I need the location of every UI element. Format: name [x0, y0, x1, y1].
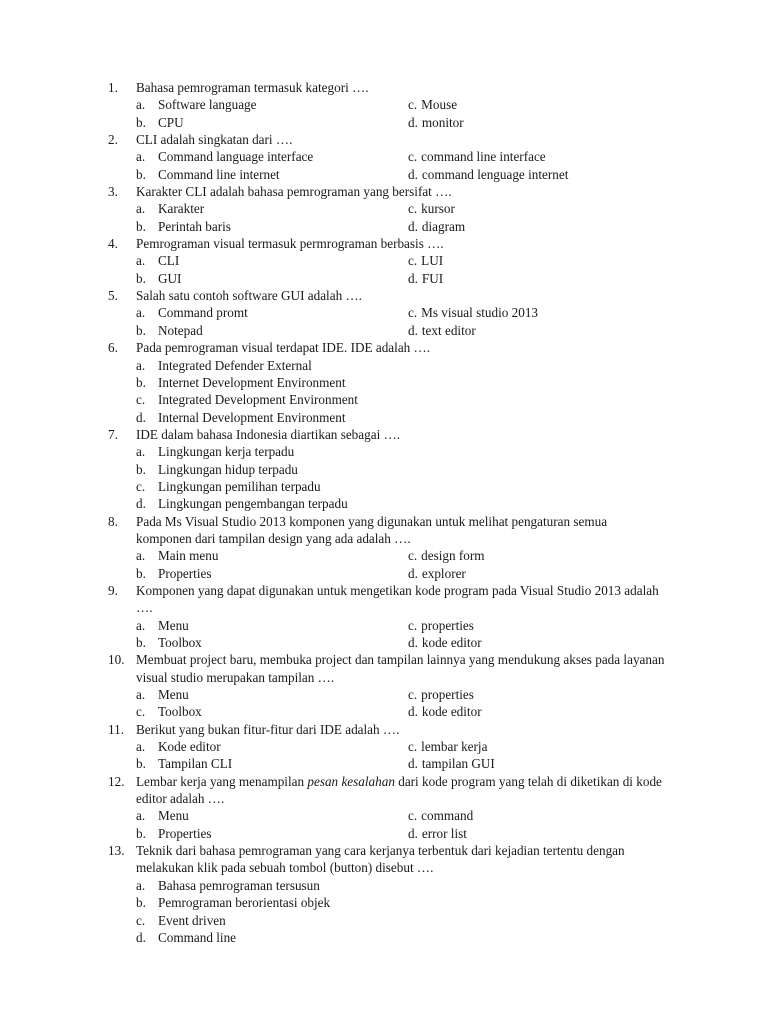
answer-options — [136, 686, 666, 721]
option-letter: d. — [408, 322, 418, 338]
answer-option — [136, 148, 408, 165]
answer-option — [136, 374, 666, 391]
option-text: CPU — [158, 114, 184, 130]
answer-option — [136, 114, 408, 131]
question-number: 5. — [108, 288, 118, 304]
answer-options — [136, 443, 666, 512]
answer-option — [136, 270, 408, 287]
answer-option — [408, 96, 666, 113]
option-letter: c. — [136, 704, 146, 720]
question-number: 2. — [108, 132, 118, 148]
answer-option — [136, 200, 408, 217]
answer-option — [408, 218, 666, 235]
option-letter: a. — [136, 253, 146, 269]
option-text: lembar kerja — [421, 739, 488, 755]
option-letter: c. — [136, 478, 146, 494]
answer-option — [408, 703, 666, 720]
answer-option — [408, 304, 666, 321]
option-text: Lingkungan hidup terpadu — [158, 461, 298, 477]
option-letter: a. — [136, 548, 146, 564]
option-letter: b. — [136, 825, 146, 841]
answer-option — [136, 443, 666, 460]
option-text: Command line — [158, 929, 237, 945]
answer-option — [136, 634, 408, 651]
option-letter: b. — [136, 114, 146, 130]
option-letter: a. — [136, 357, 146, 373]
question-list — [0, 79, 768, 946]
question-2 — [0, 131, 768, 183]
answer-option — [136, 617, 408, 634]
option-text: FUI — [421, 270, 444, 286]
option-letter: d. — [136, 929, 146, 945]
option-text: text editor — [421, 322, 476, 338]
option-text: Properties — [158, 565, 212, 581]
question-6 — [0, 339, 768, 426]
option-text: command line interface — [421, 149, 546, 165]
answer-option — [408, 200, 666, 217]
answer-option — [408, 686, 666, 703]
option-text: command lenguage internet — [421, 166, 569, 182]
option-text: Bahasa pemrograman tersusun — [158, 877, 320, 893]
option-text: Integrated Defender External — [158, 357, 312, 373]
question-9 — [0, 582, 768, 651]
option-text: Toolbox — [158, 704, 202, 720]
option-text: monitor — [421, 114, 464, 130]
question-text: CLI adalah singkatan dari …. — [136, 132, 293, 148]
option-letter: b. — [136, 895, 146, 911]
answer-option — [408, 738, 666, 755]
question-text: Pada Ms Visual Studio 2013 komponen yang digunakan untuk melihat pengaturan semua komponen dari tampilan design yang ada adalah …. — [136, 513, 608, 546]
question-text: Pemrograman visual termasuk permrograman berbasis …. — [136, 236, 444, 252]
question-number: 12. — [108, 773, 125, 789]
option-letter: a. — [136, 97, 146, 113]
option-letter: b. — [136, 322, 146, 338]
answer-option — [136, 686, 408, 703]
option-letter: a. — [136, 617, 146, 633]
option-letter: a. — [136, 877, 146, 893]
answer-options — [136, 807, 666, 842]
answer-option — [136, 391, 666, 408]
option-text: tampilan GUI — [421, 756, 495, 772]
option-text: GUI — [158, 270, 182, 286]
answer-options — [136, 148, 666, 183]
option-letter: d. — [408, 270, 418, 286]
option-text: kode editor — [421, 635, 482, 650]
answer-option — [136, 461, 666, 478]
option-text: diagram — [421, 218, 466, 234]
option-text: Lingkungan kerja terpadu — [158, 444, 295, 460]
answer-options — [136, 200, 666, 235]
option-letter: a. — [136, 305, 146, 321]
option-letter: a. — [136, 739, 146, 755]
option-text: Event driven — [158, 912, 226, 928]
option-text: Pemrograman berorientasi objek — [158, 895, 331, 911]
option-letter: b. — [136, 218, 146, 234]
option-letter: a. — [136, 687, 146, 703]
answer-option — [136, 738, 408, 755]
question-5 — [0, 287, 768, 339]
option-text: Menu — [158, 687, 189, 703]
option-text: LUI — [421, 253, 444, 269]
answer-option — [136, 825, 408, 842]
question-number: 9. — [108, 582, 118, 598]
option-text: CLI — [158, 253, 180, 269]
answer-options — [136, 357, 666, 426]
option-letter: d. — [408, 635, 418, 650]
option-letter: c. — [408, 808, 418, 824]
question-number: 8. — [108, 513, 118, 529]
option-text: command — [421, 808, 474, 824]
question-text: Komponen yang dapat digunakan untuk mengetikan kode program pada Visual Studio 2013 adalah …. — [136, 582, 659, 616]
question-3 — [0, 183, 768, 235]
answer-option — [136, 565, 408, 582]
answer-option — [408, 565, 666, 582]
question-12 — [0, 773, 768, 842]
option-text: Software language — [158, 97, 257, 113]
option-letter: c. — [408, 97, 418, 113]
answer-option — [136, 807, 408, 824]
answer-options — [136, 617, 666, 652]
option-text: Tampilan CLI — [158, 756, 233, 772]
option-text: Menu — [158, 808, 189, 824]
option-text: Karakter — [158, 201, 205, 217]
question-1 — [0, 79, 768, 131]
option-letter: c. — [408, 548, 418, 564]
option-letter: b. — [136, 374, 146, 390]
answer-option — [136, 304, 408, 321]
question-number: 3. — [108, 184, 118, 200]
question-text: Berikut yang bukan fitur-fitur dari IDE adalah …. — [136, 721, 400, 737]
question-text: Salah satu contoh software GUI adalah …. — [136, 288, 362, 304]
answer-option — [136, 929, 666, 946]
question-number: 10. — [108, 652, 125, 668]
answer-option — [408, 322, 666, 339]
option-text: Notepad — [158, 322, 203, 338]
question-11 — [0, 721, 768, 773]
option-text: Kode editor — [158, 739, 221, 755]
option-letter: d. — [408, 825, 418, 841]
answer-option — [136, 322, 408, 339]
option-letter: c. — [408, 305, 418, 321]
option-letter: b. — [136, 166, 146, 182]
option-letter: a. — [136, 201, 146, 217]
answer-option — [408, 755, 666, 772]
question-text: IDE dalam bahasa Indonesia diartikan sebagai …. — [136, 426, 401, 442]
question-13 — [0, 842, 768, 946]
italic-emphasis: pesan kesalahan — [307, 773, 395, 789]
answer-option — [408, 634, 666, 651]
answer-option — [136, 912, 666, 929]
option-letter: c. — [136, 392, 146, 408]
option-letter: c. — [408, 253, 418, 269]
option-letter: d. — [136, 496, 146, 512]
question-number: 1. — [108, 80, 118, 95]
option-letter: d. — [408, 218, 418, 234]
option-text: kursor — [421, 201, 455, 217]
answer-options — [136, 96, 666, 131]
option-letter: d. — [136, 409, 146, 425]
option-text: Command promt — [158, 305, 248, 321]
answer-option — [136, 252, 408, 269]
option-text: Command language interface — [158, 149, 314, 165]
option-letter: b. — [136, 565, 146, 581]
answer-option — [136, 894, 666, 911]
answer-options — [136, 738, 666, 773]
option-text: Internal Development Environment — [158, 409, 346, 425]
option-text: error list — [421, 825, 467, 841]
answer-options — [136, 877, 666, 946]
answer-option — [408, 270, 666, 287]
option-letter: d. — [408, 704, 418, 720]
option-letter: b. — [136, 461, 146, 477]
answer-option — [136, 478, 666, 495]
option-text: properties — [421, 617, 474, 633]
option-text: Internet Development Environment — [158, 374, 346, 390]
question-7 — [0, 426, 768, 513]
answer-options — [136, 304, 666, 339]
option-text: explorer — [421, 565, 466, 581]
question-number: 6. — [108, 340, 118, 356]
answer-option — [136, 495, 666, 512]
answer-option — [136, 547, 408, 564]
question-number: 11. — [108, 721, 124, 737]
question-text: Bahasa pemrograman termasuk kategori …. — [136, 80, 369, 95]
question-text: Membuat project baru, membuka project dan tampilan lainnya yang mendukung akses pada layanan visual studio merupakan tampilan …. — [136, 652, 665, 685]
option-letter: c. — [408, 201, 418, 217]
answer-options — [136, 547, 666, 582]
option-letter: d. — [408, 166, 418, 182]
option-text: Properties — [158, 825, 212, 841]
option-text: Command line internet — [158, 166, 280, 182]
question-text: Lembar kerja yang menampilan pesan kesalahan dari kode program yang telah di diketikan di kode editor adalah …. — [136, 773, 662, 807]
question-number: 4. — [108, 236, 118, 252]
answer-option — [136, 755, 408, 772]
option-letter: c. — [408, 149, 418, 165]
question-8 — [0, 513, 768, 582]
option-text: design form — [421, 548, 485, 564]
option-text: Menu — [158, 617, 189, 633]
option-text: Mouse — [421, 97, 458, 113]
option-text: Ms visual studio 2013 — [421, 305, 539, 321]
answer-option — [136, 409, 666, 426]
answer-option — [136, 877, 666, 894]
question-10 — [0, 651, 768, 720]
answer-option — [408, 148, 666, 165]
answer-option — [408, 166, 666, 183]
question-number: 13. — [108, 843, 125, 859]
option-text: Toolbox — [158, 635, 202, 650]
option-letter: d. — [408, 114, 418, 130]
option-text: Perintah baris — [158, 218, 231, 234]
answer-option — [408, 617, 666, 634]
option-text: properties — [421, 687, 474, 703]
answer-option — [136, 357, 666, 374]
answer-option — [408, 252, 666, 269]
option-text: Main menu — [158, 548, 219, 564]
option-letter: c. — [408, 617, 418, 633]
option-letter: b. — [136, 635, 146, 650]
question-text: Pada pemrograman visual terdapat IDE. IDE adalah …. — [136, 340, 431, 356]
question-4 — [0, 235, 768, 287]
answer-option — [408, 825, 666, 842]
option-text: Integrated Development Environment — [158, 392, 358, 408]
answer-option — [408, 114, 666, 131]
answer-option — [408, 807, 666, 824]
answer-option — [136, 703, 408, 720]
option-letter: d. — [408, 756, 418, 772]
option-letter: b. — [136, 756, 146, 772]
answer-option — [136, 96, 408, 113]
question-number: 7. — [108, 426, 118, 442]
option-letter: a. — [136, 444, 146, 460]
option-letter: a. — [136, 149, 146, 165]
option-text: Lingkungan pengembangan terpadu — [158, 496, 348, 512]
option-letter: c. — [408, 687, 418, 703]
option-letter: c. — [408, 739, 418, 755]
answer-options — [136, 252, 666, 287]
answer-option — [136, 166, 408, 183]
option-text: Lingkungan pemilihan terpadu — [158, 478, 321, 494]
question-text: Karakter CLI adalah bahasa pemrograman yang bersifat …. — [136, 184, 452, 200]
option-letter: c. — [136, 912, 146, 928]
option-letter: b. — [136, 270, 146, 286]
option-letter: d. — [408, 565, 418, 581]
option-letter: a. — [136, 808, 146, 824]
answer-option — [408, 547, 666, 564]
option-text: kode editor — [421, 704, 482, 720]
question-text: Teknik dari bahasa pemrograman yang cara kerjanya terbentuk dari kejadian tertentu dengan melakukan klik pada sebuah tombol (button) disebut …. — [136, 843, 625, 876]
answer-option — [136, 218, 408, 235]
